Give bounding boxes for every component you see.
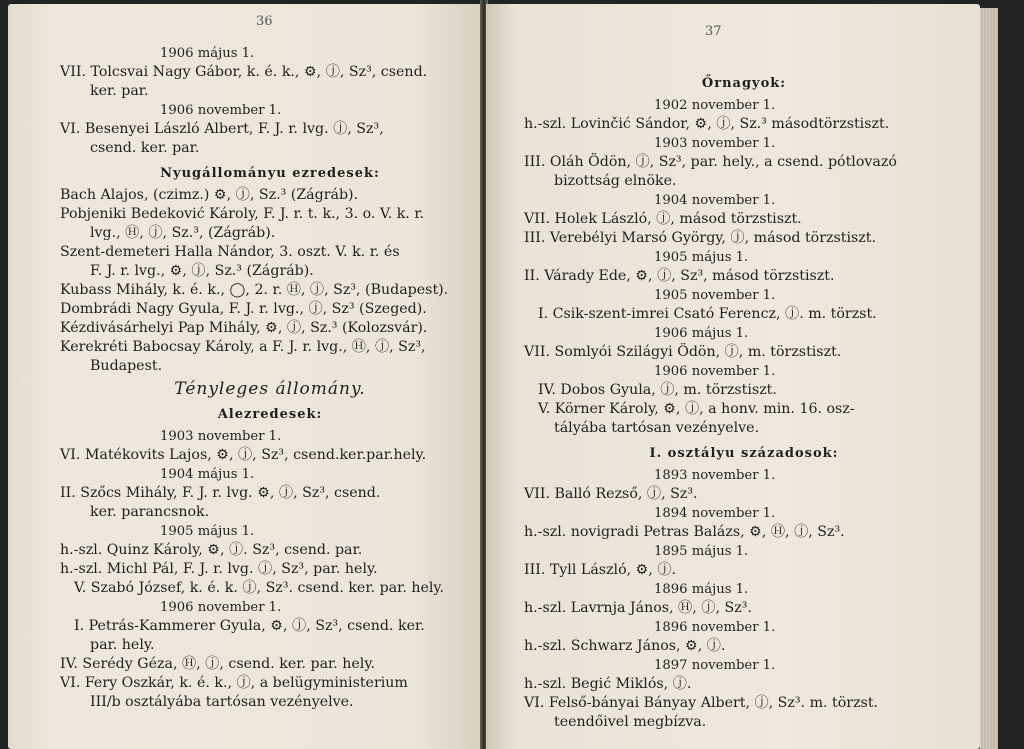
right-page bbox=[486, 4, 980, 749]
entry-line: Pobjeniki Bedeković Károly, F. J. r. t. k., 3. o. V. k. r. bbox=[60, 206, 425, 222]
entry-line: V. Körner Károly, ⚙, ⓙ, a honv. min. 16. osz- bbox=[538, 401, 855, 417]
date-line: 1906 november 1. bbox=[654, 364, 776, 379]
entry-line: VI. Matékovits Lajos, ⚙, ⓙ, Sz³, csend.ker.par.hely. bbox=[60, 447, 427, 463]
entry-line: Kézdivásárhelyi Pap Mihály, ⚙, ⓙ, Sz.³ (Kolozsvár). bbox=[60, 320, 428, 336]
entry-line: III. Tyll László, ⚙, ⓙ. bbox=[524, 562, 677, 578]
entry-line: II. Szőcs Mihály, F. J. r. lvg. ⚙, ⓙ, Sz³, csend. bbox=[60, 485, 381, 501]
date-line: 1903 november 1. bbox=[160, 429, 282, 444]
entry-line: h.-szl. Michl Pál, F. J. r. lvg. ⓙ, Sz³, par. hely. bbox=[60, 561, 378, 577]
entry-line: h.-szl. Lavrnja János, Ⓗ, ⓙ, Sz³. bbox=[524, 600, 752, 616]
date-line: 1906 november 1. bbox=[160, 103, 282, 118]
entry-line: Kerekréti Babocsay Károly, a F. J. r. lvg., Ⓗ, ⓙ, Sz³, bbox=[60, 339, 426, 355]
date-line: 1906 november 1. bbox=[160, 600, 282, 615]
entry-line: h.-szl. Lovinčić Sándor, ⚙, ⓙ, Sz.³ másodtörzstiszt. bbox=[524, 116, 890, 132]
date-line: 1903 november 1. bbox=[654, 136, 776, 151]
section-heading: Őrnagyok: bbox=[701, 76, 787, 91]
entry-line: h.-szl. Begić Miklós, ⓙ. bbox=[524, 676, 692, 692]
entry-line: Kubass Mihály, k. é. k., ◯, 2. r. Ⓗ, ⓙ, Sz³, (Budapest). bbox=[60, 282, 449, 298]
entry-line: III. Oláh Ödön, ⓙ, Sz³, par. hely., a csend. pótlovazó bbox=[524, 154, 897, 170]
section-title: Tényleges állomány. bbox=[174, 379, 366, 399]
entry-line: VII. Holek László, ⓙ, másod törzstiszt. bbox=[524, 211, 802, 227]
entry-line: IV. Serédy Géza, Ⓗ, ⓙ, csend. ker. par. hely. bbox=[60, 656, 375, 672]
entry-continuation: tályába tartósan vezényelve. bbox=[554, 420, 760, 436]
date-line: 1893 november 1. bbox=[654, 468, 776, 483]
entry-line: Szent-demeteri Halla Nándor, 3. oszt. V. k. r. és bbox=[60, 244, 400, 260]
entry-continuation: ker. parancsnok. bbox=[90, 504, 210, 520]
date-line: 1902 november 1. bbox=[654, 98, 776, 113]
date-line: 1904 május 1. bbox=[160, 467, 255, 482]
entry-continuation: par. hely. bbox=[90, 637, 155, 653]
page-number: 37 bbox=[705, 24, 722, 39]
entry-line: VI. Besenyei László Albert, F. J. r. lvg. ⓙ, Sz³, bbox=[60, 121, 384, 137]
entry-line: I. Csik-szent-imrei Csató Ferencz, ⓙ. m. törzst. bbox=[538, 306, 877, 322]
entry-continuation: ker. par. bbox=[90, 83, 149, 99]
left-page bbox=[8, 4, 483, 749]
date-line: 1897 november 1. bbox=[654, 658, 776, 673]
entry-line: VII. Somlyói Szilágyi Ödön, ⓙ, m. törzstiszt. bbox=[524, 344, 842, 360]
section-heading: Nyugállományu ezredesek: bbox=[160, 166, 380, 181]
entry-line: IV. Dobos Gyula, ⓙ, m. törzstiszt. bbox=[538, 382, 777, 398]
date-line: 1905 november 1. bbox=[654, 288, 776, 303]
text-column bbox=[60, 44, 480, 712]
entry-continuation: teendőivel megbízva. bbox=[554, 714, 707, 730]
entry-line: V. Szabó József, k. é. k. ⓙ, Sz³. csend. ker. par. hely. bbox=[74, 580, 445, 596]
entry-line: I. Petrás-Kammerer Gyula, ⚙, ⓙ, Sz³, csend. ker. bbox=[74, 618, 425, 634]
entry-line: Dombrádi Nagy Gyula, F. J. r. lvg., ⓙ, Sz³ (Szeged). bbox=[60, 301, 427, 317]
date-line: 1904 november 1. bbox=[654, 193, 776, 208]
entry-continuation: csend. ker. par. bbox=[90, 140, 200, 156]
date-line: 1905 május 1. bbox=[160, 524, 255, 539]
entry-continuation: lvg., Ⓗ, ⓙ, Sz.³, (Zágráb). bbox=[90, 225, 276, 241]
section-heading: I. osztályu századosok: bbox=[649, 446, 839, 461]
page-edges bbox=[980, 8, 998, 749]
date-line: 1895 május 1. bbox=[654, 544, 749, 559]
date-line: 1905 május 1. bbox=[654, 250, 749, 265]
entry-line: VII. Balló Rezső, ⓙ, Sz³. bbox=[524, 486, 698, 502]
date-line: 1894 november 1. bbox=[654, 506, 776, 521]
date-line: 1906 május 1. bbox=[654, 326, 749, 341]
entry-line: VI. Fery Oszkár, k. é. k., ⓙ, a belügyministerium bbox=[60, 675, 408, 691]
entry-line: h.-szl. Quinz Károly, ⚙, ⓙ. Sz³, csend. par. bbox=[60, 542, 363, 558]
entry-line: h.-szl. novigradi Petras Balázs, ⚙, Ⓗ, ⓙ, Sz³. bbox=[524, 524, 845, 540]
entry-line: VII. Tolcsvai Nagy Gábor, k. é. k., ⚙, ⓙ, Sz³, csend. bbox=[60, 64, 428, 80]
entry-line: VI. Felső-bányai Bányay Albert, ⓙ, Sz³. m. törzst. bbox=[524, 695, 879, 711]
entry-continuation: F. J. r. lvg., ⚙, ⓙ, Sz.³ (Zágráb). bbox=[90, 263, 314, 279]
date-line: 1906 május 1. bbox=[160, 46, 255, 61]
text-column bbox=[524, 68, 964, 732]
entry-line: II. Várady Ede, ⚙, ⓙ, Sz³, másod törzstiszt. bbox=[524, 268, 835, 284]
entry-continuation: III/b osztályába tartósan vezényelve. bbox=[90, 694, 354, 710]
entry-continuation: Budapest. bbox=[90, 358, 163, 374]
section-heading: Alezredesek: bbox=[217, 407, 323, 422]
entry-line: III. Verebélyi Marsó György, ⓙ, másod törzstiszt. bbox=[524, 230, 876, 246]
page-number: 36 bbox=[256, 14, 273, 29]
entry-line: h.-szl. Schwarz János, ⚙, ⓙ. bbox=[524, 638, 726, 654]
entry-continuation: bizottság elnöke. bbox=[554, 173, 677, 189]
date-line: 1896 november 1. bbox=[654, 620, 776, 635]
date-line: 1896 május 1. bbox=[654, 582, 749, 597]
entry-line: Bach Alajos, (czimz.) ⚙, ⓙ, Sz.³ (Zágráb). bbox=[60, 187, 359, 203]
